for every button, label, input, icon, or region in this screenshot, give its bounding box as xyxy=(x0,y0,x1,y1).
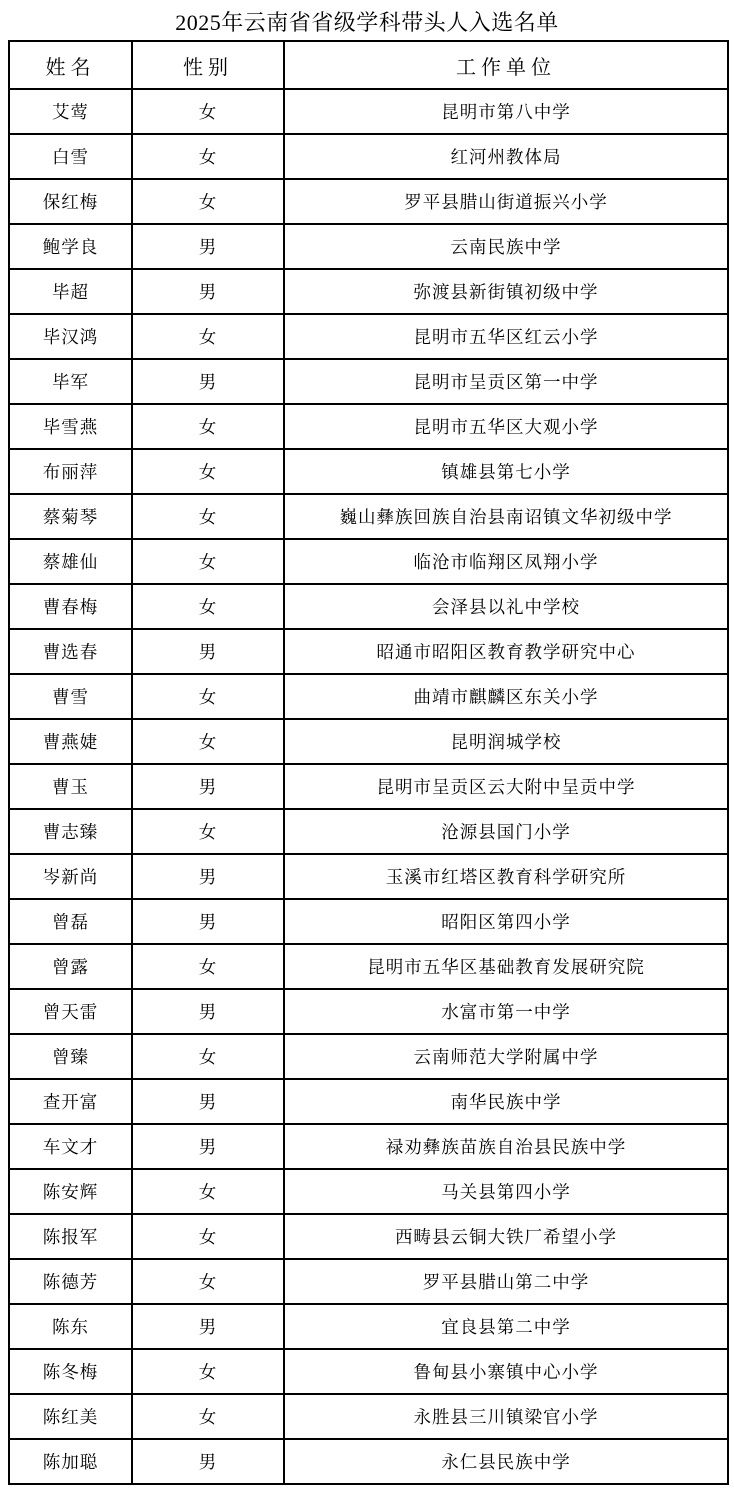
gender-cell: 男 xyxy=(132,764,284,809)
header-name: 姓名 xyxy=(9,41,132,89)
name-cell: 曾露 xyxy=(9,944,132,989)
gender-cell: 女 xyxy=(132,1214,284,1259)
workplace-cell: 昆明市第八中学 xyxy=(284,89,728,134)
table-row xyxy=(9,809,728,854)
name-cell: 陈报军 xyxy=(9,1214,132,1259)
table-row xyxy=(9,359,728,404)
table-row xyxy=(9,179,728,224)
gender-cell: 男 xyxy=(132,1439,284,1484)
gender-cell: 男 xyxy=(132,1079,284,1124)
table-row xyxy=(9,944,728,989)
gender-cell: 男 xyxy=(132,1304,284,1349)
table-row xyxy=(9,1439,728,1484)
table-row xyxy=(9,1349,728,1394)
table-row xyxy=(9,1259,728,1304)
name-cell: 曾臻 xyxy=(9,1034,132,1079)
name-cell: 鲍学良 xyxy=(9,224,132,269)
table-row xyxy=(9,269,728,314)
table-row xyxy=(9,449,728,494)
workplace-cell: 临沧市临翔区凤翔小学 xyxy=(284,539,728,584)
workplace-cell: 巍山彝族回族自治县南诏镇文华初级中学 xyxy=(284,494,728,539)
gender-cell: 女 xyxy=(132,584,284,629)
workplace-cell: 昆明市五华区大观小学 xyxy=(284,404,728,449)
gender-cell: 女 xyxy=(132,719,284,764)
header-workplace: 工作单位 xyxy=(284,41,728,89)
workplace-cell: 罗平县腊山第二中学 xyxy=(284,1259,728,1304)
name-cell: 毕雪燕 xyxy=(9,404,132,449)
workplace-cell: 云南民族中学 xyxy=(284,224,728,269)
workplace-cell: 弥渡县新街镇初级中学 xyxy=(284,269,728,314)
table-row xyxy=(9,89,728,134)
table-row xyxy=(9,584,728,629)
name-cell: 白雪 xyxy=(9,134,132,179)
workplace-cell: 南华民族中学 xyxy=(284,1079,728,1124)
name-cell: 曹玉 xyxy=(9,764,132,809)
table-row xyxy=(9,899,728,944)
workplace-cell: 红河州教体局 xyxy=(284,134,728,179)
workplace-cell: 镇雄县第七小学 xyxy=(284,449,728,494)
name-cell: 曹燕婕 xyxy=(9,719,132,764)
name-cell: 毕超 xyxy=(9,269,132,314)
table-row xyxy=(9,1304,728,1349)
name-cell: 曹春梅 xyxy=(9,584,132,629)
name-cell: 陈安辉 xyxy=(9,1169,132,1214)
workplace-cell: 曲靖市麒麟区东关小学 xyxy=(284,674,728,719)
gender-cell: 女 xyxy=(132,1394,284,1439)
workplace-cell: 会泽县以礼中学校 xyxy=(284,584,728,629)
name-cell: 陈德芳 xyxy=(9,1259,132,1304)
gender-cell: 女 xyxy=(132,404,284,449)
gender-cell: 女 xyxy=(132,944,284,989)
workplace-cell: 玉溪市红塔区教育科学研究所 xyxy=(284,854,728,899)
table-row xyxy=(9,854,728,899)
name-cell: 陈冬梅 xyxy=(9,1349,132,1394)
gender-cell: 男 xyxy=(132,629,284,674)
workplace-cell: 昆明润城学校 xyxy=(284,719,728,764)
table-body xyxy=(9,89,728,1484)
name-cell: 查开富 xyxy=(9,1079,132,1124)
workplace-cell: 昆明市五华区红云小学 xyxy=(284,314,728,359)
page-title: 2025年云南省省级学科带头人入选名单 xyxy=(175,10,559,35)
name-cell: 车文才 xyxy=(9,1124,132,1169)
workplace-cell: 云南师范大学附属中学 xyxy=(284,1034,728,1079)
gender-cell: 女 xyxy=(132,314,284,359)
table-row xyxy=(9,539,728,584)
name-cell: 曹选春 xyxy=(9,629,132,674)
table-row xyxy=(9,134,728,179)
name-cell: 曹志臻 xyxy=(9,809,132,854)
name-cell: 毕军 xyxy=(9,359,132,404)
table-row xyxy=(9,224,728,269)
table-row xyxy=(9,404,728,449)
gender-cell: 女 xyxy=(132,1259,284,1304)
name-cell: 曾磊 xyxy=(9,899,132,944)
workplace-cell: 昆明市呈贡区第一中学 xyxy=(284,359,728,404)
roster-table xyxy=(8,40,729,1485)
gender-cell: 女 xyxy=(132,539,284,584)
workplace-cell: 西畴县云铜大铁厂希望小学 xyxy=(284,1214,728,1259)
name-cell: 岑新尚 xyxy=(9,854,132,899)
table-row xyxy=(9,674,728,719)
workplace-cell: 鲁甸县小寨镇中心小学 xyxy=(284,1349,728,1394)
table-row xyxy=(9,764,728,809)
name-cell: 毕汉鸿 xyxy=(9,314,132,359)
gender-cell: 女 xyxy=(132,449,284,494)
table-row xyxy=(9,1079,728,1124)
workplace-cell: 昭阳区第四小学 xyxy=(284,899,728,944)
name-cell: 蔡雄仙 xyxy=(9,539,132,584)
name-cell: 蔡菊琴 xyxy=(9,494,132,539)
gender-cell: 女 xyxy=(132,89,284,134)
gender-cell: 女 xyxy=(132,809,284,854)
table-row xyxy=(9,719,728,764)
gender-cell: 男 xyxy=(132,854,284,899)
name-cell: 曹雪 xyxy=(9,674,132,719)
gender-cell: 女 xyxy=(132,674,284,719)
table-row xyxy=(9,989,728,1034)
name-cell: 陈东 xyxy=(9,1304,132,1349)
name-cell: 陈红美 xyxy=(9,1394,132,1439)
name-cell: 艾莺 xyxy=(9,89,132,134)
workplace-cell: 宜良县第二中学 xyxy=(284,1304,728,1349)
workplace-cell: 永胜县三川镇梁官小学 xyxy=(284,1394,728,1439)
gender-cell: 男 xyxy=(132,224,284,269)
table-row xyxy=(9,1169,728,1214)
workplace-cell: 沧源县国门小学 xyxy=(284,809,728,854)
header-row xyxy=(9,41,728,89)
workplace-cell: 禄劝彝族苗族自治县民族中学 xyxy=(284,1124,728,1169)
table-row xyxy=(9,494,728,539)
table-row xyxy=(9,1124,728,1169)
gender-cell: 女 xyxy=(132,179,284,224)
name-cell: 曾天雷 xyxy=(9,989,132,1034)
gender-cell: 女 xyxy=(132,1169,284,1214)
gender-cell: 男 xyxy=(132,269,284,314)
name-cell: 布丽萍 xyxy=(9,449,132,494)
gender-cell: 女 xyxy=(132,134,284,179)
workplace-cell: 罗平县腊山街道振兴小学 xyxy=(284,179,728,224)
table-row xyxy=(9,1214,728,1259)
table-row xyxy=(9,314,728,359)
table-row xyxy=(9,1394,728,1439)
workplace-cell: 昆明市呈贡区云大附中呈贡中学 xyxy=(284,764,728,809)
name-cell: 陈加聪 xyxy=(9,1439,132,1484)
gender-cell: 女 xyxy=(132,1349,284,1394)
gender-cell: 女 xyxy=(132,1034,284,1079)
workplace-cell: 水富市第一中学 xyxy=(284,989,728,1034)
gender-cell: 男 xyxy=(132,359,284,404)
gender-cell: 男 xyxy=(132,899,284,944)
gender-cell: 男 xyxy=(132,1124,284,1169)
gender-cell: 男 xyxy=(132,989,284,1034)
workplace-cell: 马关县第四小学 xyxy=(284,1169,728,1214)
name-cell: 保红梅 xyxy=(9,179,132,224)
table-row xyxy=(9,1034,728,1079)
workplace-cell: 昭通市昭阳区教育教学研究中心 xyxy=(284,629,728,674)
gender-cell: 女 xyxy=(132,494,284,539)
table-row xyxy=(9,629,728,674)
workplace-cell: 永仁县民族中学 xyxy=(284,1439,728,1484)
table-header xyxy=(9,41,728,89)
workplace-cell: 昆明市五华区基础教育发展研究院 xyxy=(284,944,728,989)
header-gender: 性别 xyxy=(132,41,284,89)
